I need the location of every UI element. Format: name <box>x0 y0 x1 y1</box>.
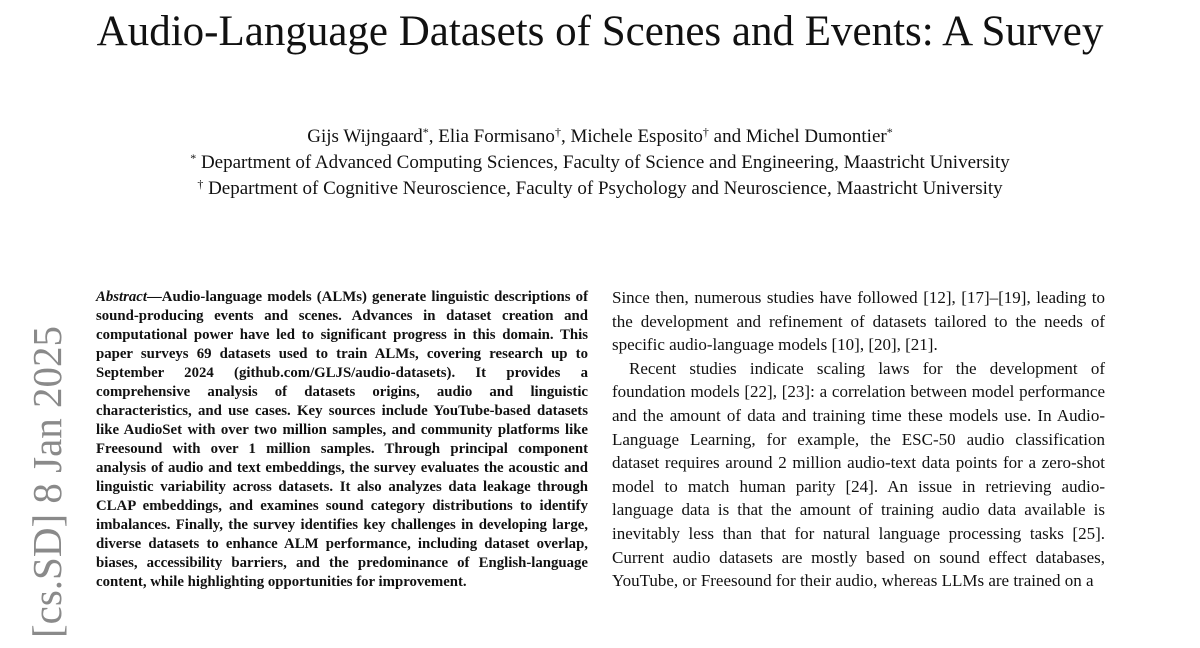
affiliation-text: Department of Cognitive Neuroscience, Faculty of Psychology and Neuroscience, Maastricht University <box>208 178 1003 199</box>
body-paragraph: Since then, numerous studies have followed [12], [17]–[19], leading to the development and refinement of datasets tailored to the needs of specific audio-language models [10], [20], [21]. <box>612 288 1105 355</box>
affiliation-mark: * <box>886 125 893 139</box>
author-conjunction: and <box>713 126 742 147</box>
affiliation-mark: * <box>422 125 429 139</box>
affiliation-mark: † <box>197 177 204 191</box>
body-column <box>612 286 1105 593</box>
author-name: Elia Formisano <box>438 126 555 147</box>
affiliation-mark: * <box>190 151 197 165</box>
affiliation-line <box>0 176 1200 202</box>
author-name: Gijs Wijngaard <box>307 126 423 147</box>
abstract-text: —Audio-language models (ALMs) generate linguistic descriptions of sound-producing events and scenes. Advances in dataset creation and computational power have led to significant progress in this domain. This paper surveys 69 datasets used to train ALMs, covering research up to September 2024 (github.com/GLJS/audio-datasets). It provides a comprehensive analysis of datasets origins, audio and linguistic characteristics, and use cases. Key sources include YouTube-based datasets like AudioSet with over two million samples, and community platforms like Freesound with over 1 million samples. Through principal component analysis of audio and text embeddings, the survey evaluates the acoustic and linguistic variability across datasets. It also analyzes data leakage through CLAP embeddings, and examines sound category distributions to identify imbalances. Finally, the survey identifies key challenges in developing large, diverse datasets to enhance ALM performance, including dataset overlap, biases, accessibility barriers, and the predominance of English-language content, while highlighting opportunities for improvement. <box>96 289 588 590</box>
body-paragraph: Recent studies indicate scaling laws for the development of foundation models [22], [23]: a correlation between model performance and the amount of data and training time these models use. In Audio-Language Learning, for example, the ESC-50 audio classification dataset requires around 2 million audio-text data points for a zero-shot model to match human parity [24]. An issue in retrieving audio-language data is that the amount of training audio data available is inevitably less than that for natural language processing tasks [25]. Current audio datasets are mostly based on sound effect databases, YouTube, or Freesound for their audio, whereas LLMs are trained on a <box>612 358 1105 591</box>
affiliation-text: Department of Advanced Computing Sciences, Faculty of Science and Engineering, Maastricht University <box>200 152 1010 173</box>
affiliation-line <box>0 150 1200 176</box>
author-name: Michele Esposito <box>570 126 703 147</box>
author-name: Michel Dumontier <box>745 126 887 147</box>
affiliation-mark: † <box>702 125 709 139</box>
paper-title: Audio-Language Datasets of Scenes and Events: A Survey <box>96 8 1104 55</box>
abstract-label: Abstract <box>96 289 147 305</box>
arxiv-margin-stamp: [cs.SD] 8 Jan 2025 <box>24 325 70 638</box>
author-list: Gijs Wijngaard*, Elia Formisano†, Michele Esposito† and Michel Dumontier* <box>307 125 893 147</box>
affiliation-mark: † <box>554 125 561 139</box>
abstract <box>96 288 588 592</box>
